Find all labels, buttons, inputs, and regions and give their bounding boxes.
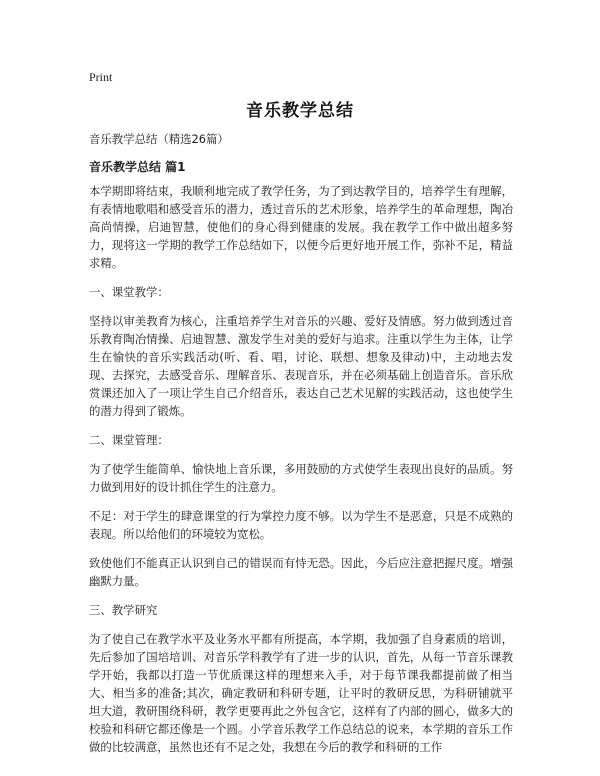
- heading-teaching-research: 三、教学研究: [89, 603, 158, 617]
- paragraph-intro: 本学期即将结束，我顺利地完成了教学任务，为了到达教学目的，培养学生有理解，有表情地歌唱和感受音乐的潜力，透过音乐的艺术形象，培养学生的革命理想，陶冶高尚情操，启迪智慧，使他们的身心得到健康的发展。我在教学工作中做出超多努力，现将这一学期的教学工作总结如下，以便今后更好地开展工作，弥补不足，精益求精。: [89, 184, 513, 270]
- paragraph-consequence: 致使他们不能真正认识到自己的错误而有恃无恐。因此，今后应注意把握尺度。增强幽默力量。: [89, 556, 513, 588]
- page-title: 音乐教学总结: [246, 101, 354, 121]
- paragraph-classroom-teaching: 坚持以审美教育为核心，注重培养学生对音乐的兴趣、爱好及情感。努力做到透过音乐教育陶冶情操、启迪智慧、激发学生对美的爱好与追求。注重以学生为主体，让学生在愉快的音乐实践活动(听、看、唱，讨论、联想、想象及律动)中，主动地去发现、去探究，去感受音乐、理解音乐、表现音乐，并在必须基础上创造音乐。音乐欣赏课还加入了一项让学生自己介绍音乐，表达自己艺术见解的实践活动，这也使学生的潜力得到了锻炼。: [89, 314, 513, 418]
- heading-classroom-teaching: 一、课堂教学：: [89, 285, 169, 299]
- heading-classroom-management: 二、课堂管理：: [89, 433, 169, 447]
- paragraph-shortcomings: 不足：对于学生的肆意课堂的行为掌控力度不够。以为学生不是恶意，只是不成熟的表现。所以给他们的环境较为宽松。: [89, 509, 513, 541]
- print-label: Print: [89, 70, 113, 84]
- paragraph-teaching-research: 为了使自己在教学水平及业务水平都有所提高，本学期，我加强了自身素质的培训，先后参加了国培培训、对音乐学科教学有了进一步的认识，首先，从每一节音乐课教学开始，我都以打造一节优质课这样的理想来入手，对于每节课我都提前做了相当大、相当多的准备;其次，确定教研和科研专题，让平时的教研反思，为科研铺就平坦大道，教研围绕科研，教学更要再此之外包含它，这样有了内部的圆心，做多大的校验和科研它都还像是一个圆。小学音乐教学工作总结总的说来，本学期的音乐工作做的比较满意，虽然也还有不足之处，我想在今后的教学和科研的工作: [89, 632, 513, 754]
- paragraph-classroom-management: 为了使学生能简单、愉快地上音乐课，多用鼓励的方式使学生表现出良好的品质。努力做到用好的设计抓住学生的注意力。: [89, 462, 513, 494]
- document-subtitle: 音乐教学总结（精选26篇）: [89, 132, 229, 146]
- section-title: 音乐教学总结 篇1: [89, 160, 186, 174]
- document-body: [89, 130, 513, 767]
